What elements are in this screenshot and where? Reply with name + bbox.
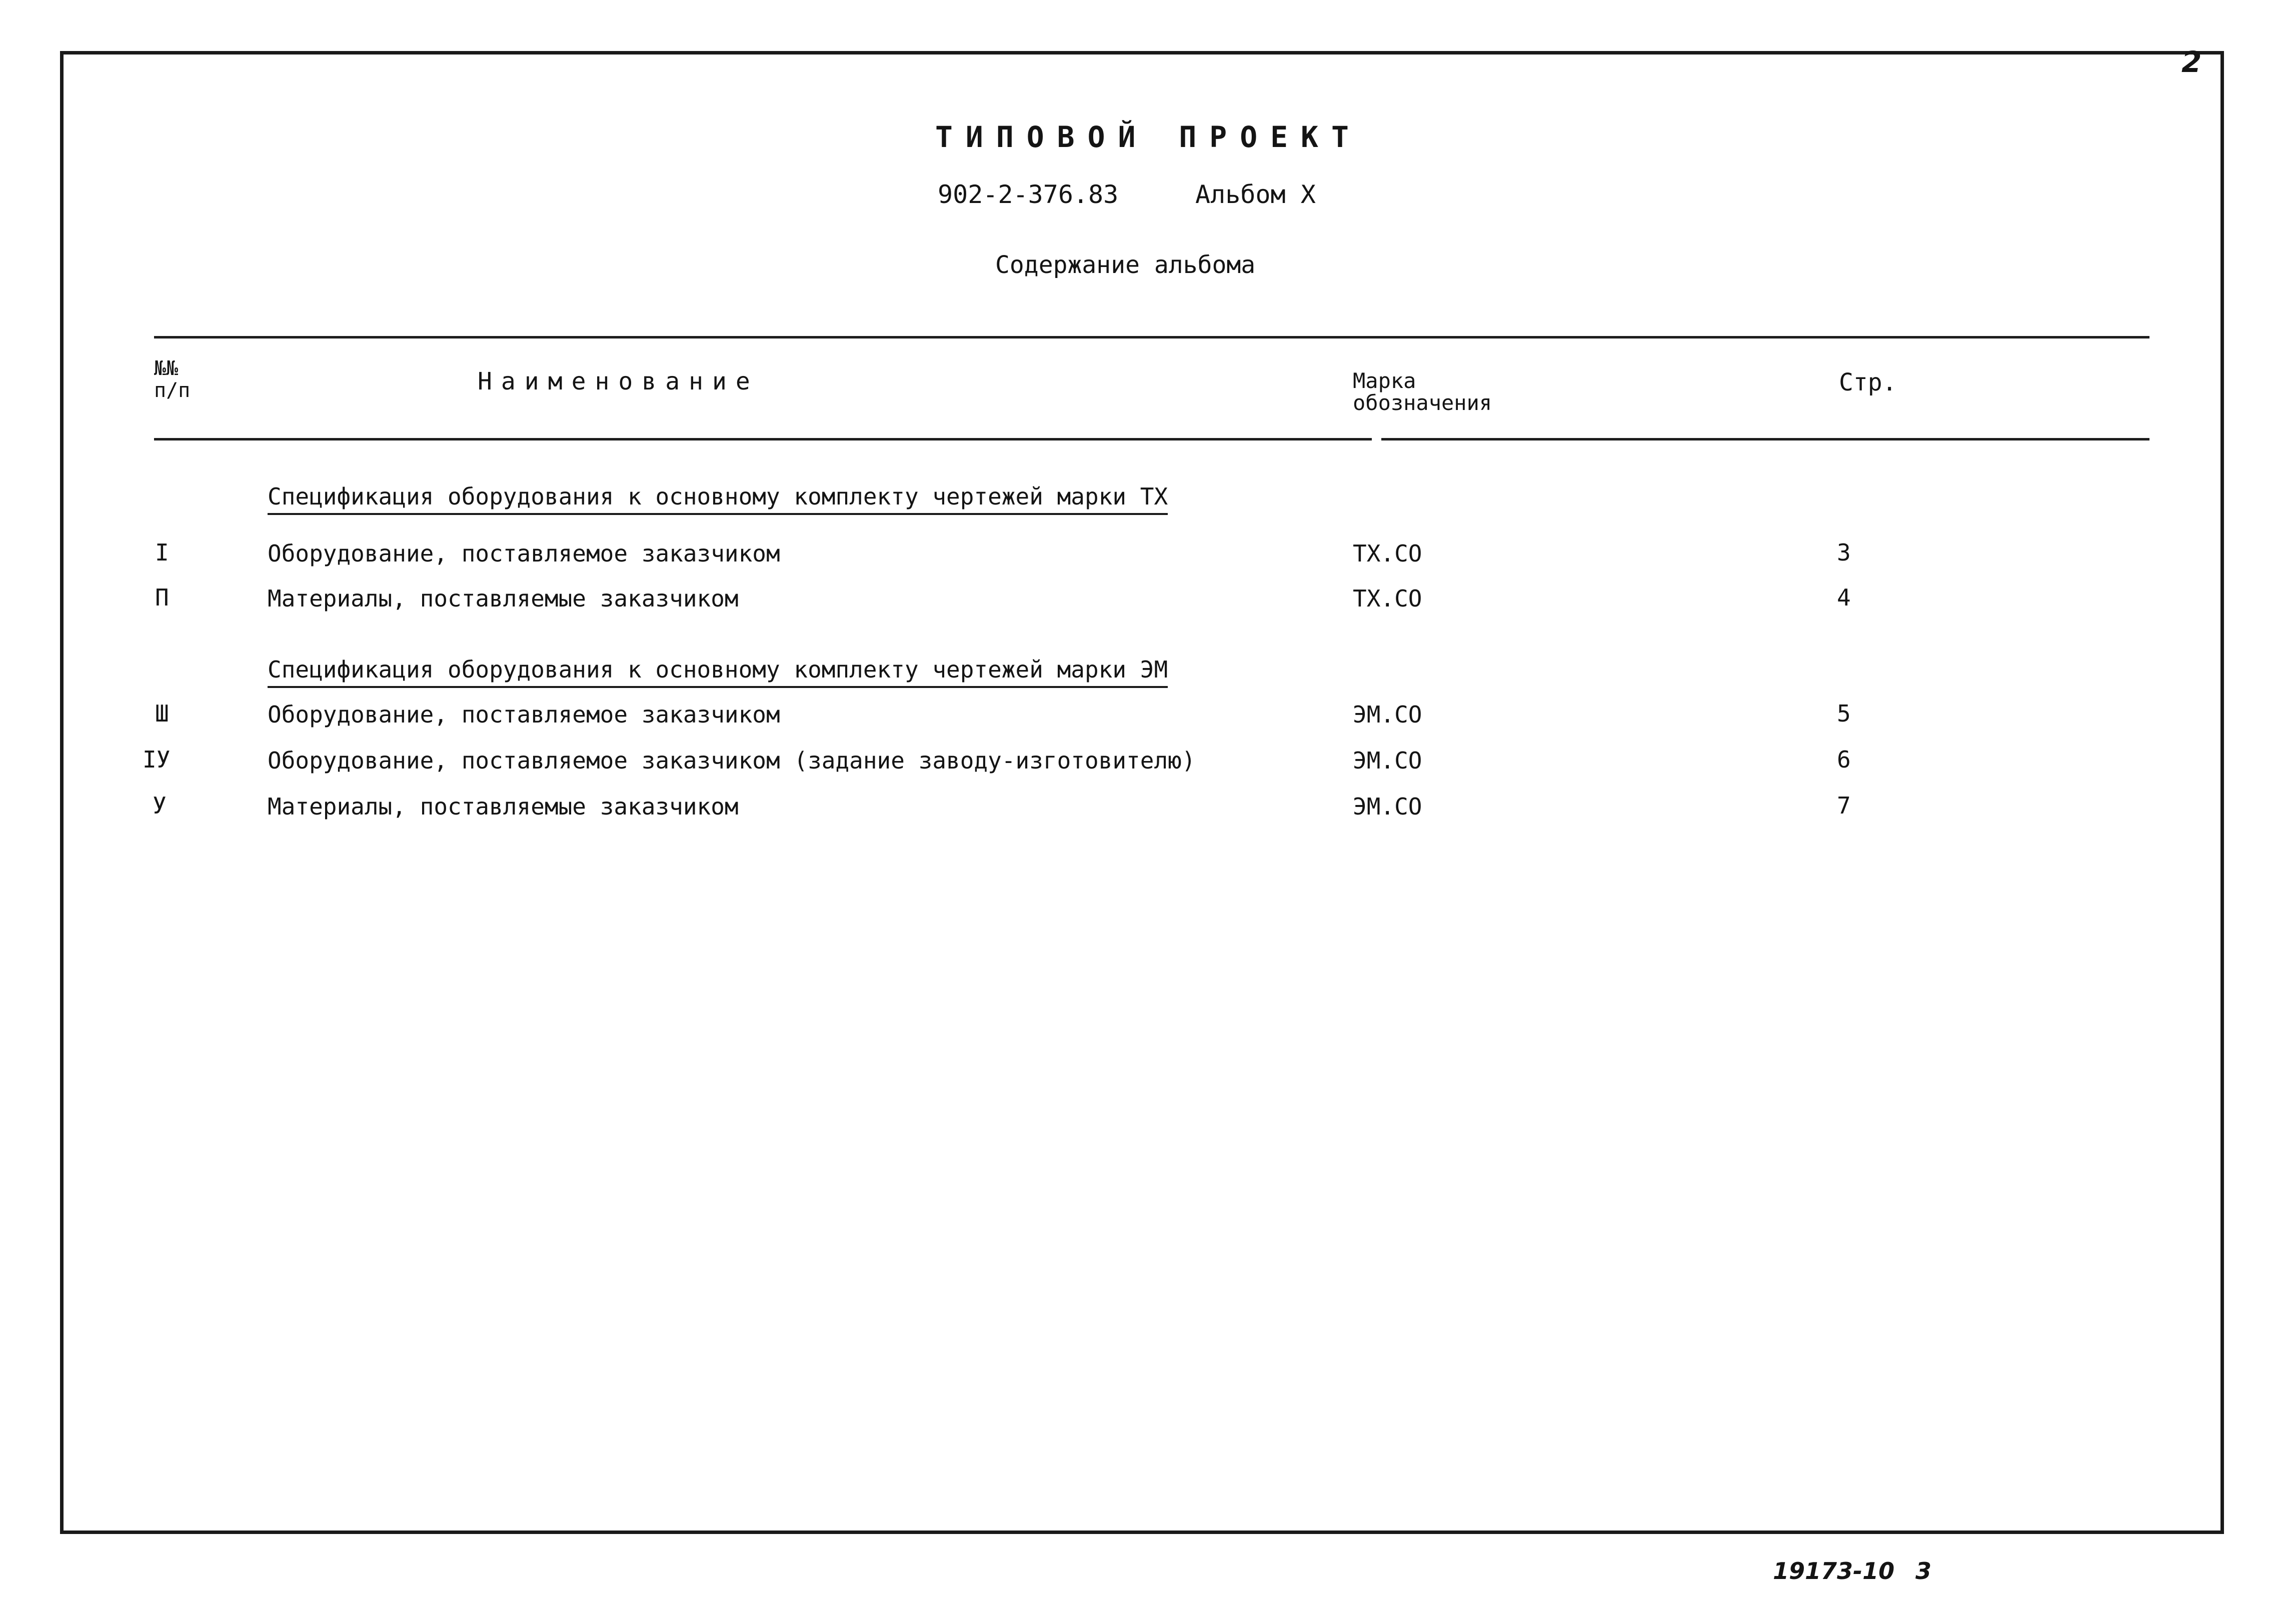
row-name: Оборудование, поставляемое заказчиком (задание заводу-изготовителю) (268, 747, 1196, 774)
section-heading-tx: Спецификация оборудования к основному комплекту чертежей марки ТХ (268, 483, 1168, 515)
row-page: 5 (1837, 700, 1851, 727)
header-name: Наименование (478, 368, 759, 396)
row-page: 6 (1837, 746, 1851, 773)
project-code: 902-2-376.83 (938, 180, 1119, 209)
row-mark: ТХ.СО (1353, 585, 1422, 612)
row-page: 7 (1837, 792, 1851, 819)
row-number: Ш (155, 700, 169, 727)
header-mark-line2: обозначения (1353, 390, 1492, 415)
footer-page-number: 3 (1915, 1558, 1932, 1584)
row-name: Материалы, поставляемые заказчиком (268, 585, 739, 612)
row-mark: ЭМ.СО (1353, 701, 1422, 728)
table-header-rule-right (1381, 438, 2149, 440)
row-mark: ТХ.СО (1353, 540, 1422, 567)
header-number (154, 358, 190, 402)
header-page: Стр. (1839, 368, 1897, 396)
contents-title: Содержание альбома (995, 251, 1256, 279)
table-header-rule-left (154, 438, 1372, 440)
header-mark-line1: Марка (1353, 368, 1416, 393)
row-name: Материалы, поставляемые заказчиком (268, 793, 739, 820)
section-heading-em: Спецификация оборудования к основному комплекту чертежей марки ЭМ (268, 656, 1168, 688)
row-name: Оборудование, поставляемое заказчиком (268, 540, 780, 567)
row-number: I (155, 539, 169, 566)
page-title: ТИПОВОЙ ПРОЕКТ (935, 120, 1362, 154)
row-mark: ЭМ.СО (1353, 793, 1422, 820)
header-mark (1353, 370, 1492, 414)
row-page: 3 (1837, 539, 1851, 566)
row-mark: ЭМ.СО (1353, 747, 1422, 774)
row-name: Оборудование, поставляемое заказчиком (268, 701, 780, 728)
row-number: У (153, 792, 167, 819)
row-number: П (155, 584, 169, 611)
row-page: 4 (1837, 584, 1851, 611)
album-label: Альбом X (1195, 180, 1316, 209)
header-number-line2: п/п (154, 379, 191, 402)
row-number: IУ (143, 746, 171, 773)
table-top-rule (154, 336, 2149, 338)
header-number-line1: №№ (154, 357, 179, 380)
footer-doc-code: 19173-10 (1773, 1558, 1895, 1584)
sheet-number: 2 (2181, 45, 2202, 79)
